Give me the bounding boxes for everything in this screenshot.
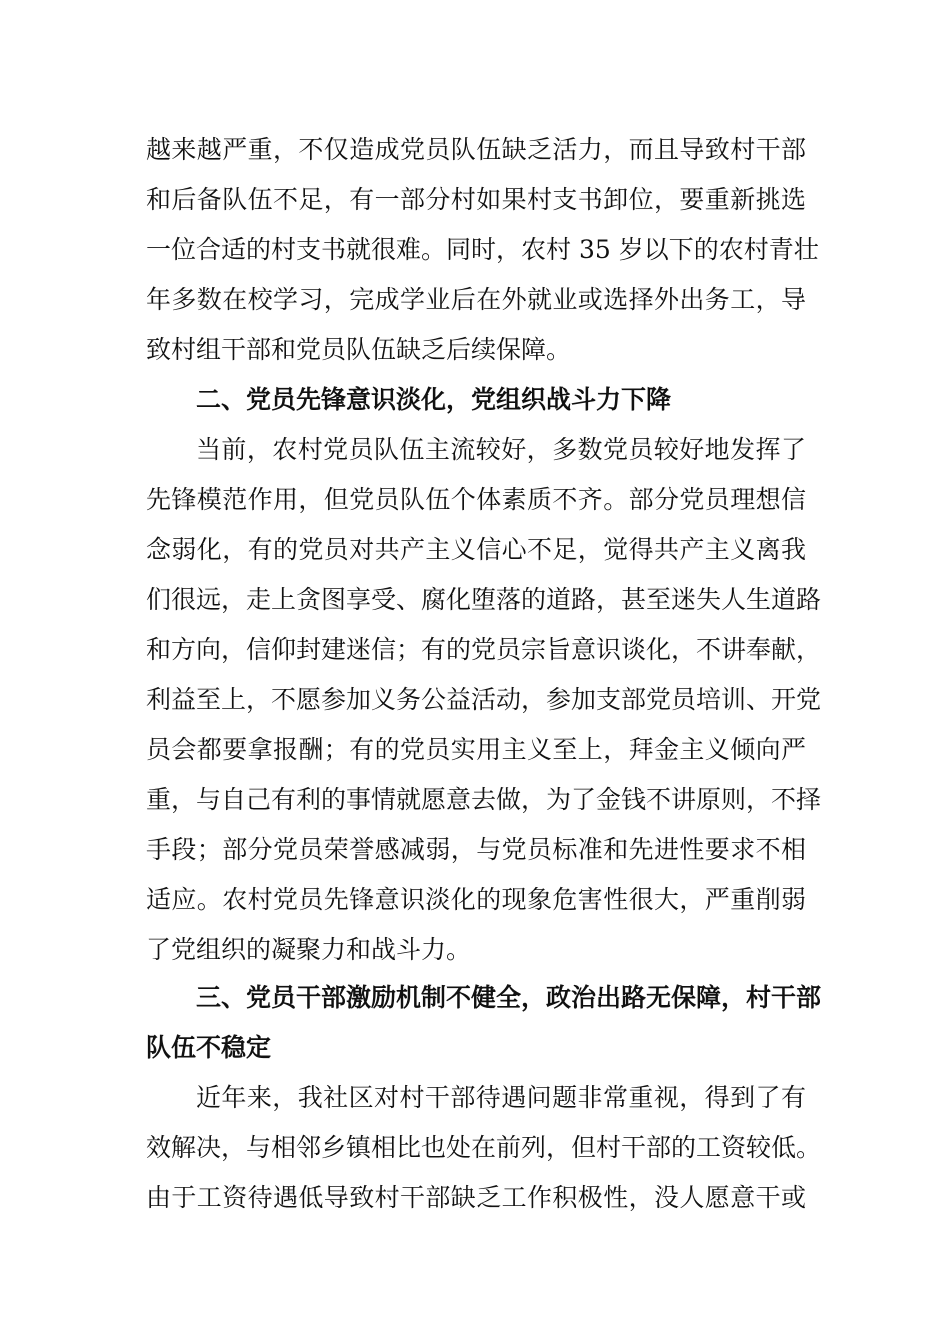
body-text-line: 效解决，与相邻乡镇相比也处在前列，但村干部的工资较低。 xyxy=(146,1133,822,1162)
body-text-line: 越来越严重，不仅造成党员队伍缺乏活力，而且导致村干部 xyxy=(146,135,806,164)
body-text-line: 先锋模范作用，但党员队伍个体素质不齐。部分党员理想信 xyxy=(146,485,806,514)
body-text-line: 们很远，走上贪图享受、腐化堕落的道路，甚至迷失人生道路 xyxy=(146,585,822,614)
body-text-line: 了党组织的凝聚力和战斗力。 xyxy=(146,935,472,964)
section-heading: 二、党员先锋意识淡化，党组织战斗力下降 xyxy=(196,385,672,414)
body-text-line: 年多数在校学习，完成学业后在外就业或选择外出务工，导 xyxy=(146,285,806,314)
body-text-line: 当前，农村党员队伍主流较好，多数党员较好地发挥了 xyxy=(196,435,806,464)
body-text-line: 一位合适的村支书就很难。同时，农村 35 岁以下的农村青壮 xyxy=(146,235,819,264)
body-text-line: 利益至上，不愿参加义务公益活动，参加支部党员培训、开党 xyxy=(146,685,822,714)
body-text-line: 手段；部分党员荣誉感减弱，与党员标准和先进性要求不相 xyxy=(146,835,806,864)
body-text-line: 由于工资待遇低导致村干部缺乏工作积极性，没人愿意干或 xyxy=(146,1183,806,1212)
body-text-line: 和方向，信仰封建迷信；有的党员宗旨意识谈化，不讲奉献， xyxy=(146,635,822,664)
body-text-line: 和后备队伍不足，有一部分村如果村支书卸位，要重新挑选 xyxy=(146,185,806,214)
body-text-line: 员会都要拿报酬；有的党员实用主义至上，拜金主义倾向严 xyxy=(146,735,806,764)
body-text-line: 重，与自己有利的事情就愿意去做，为了金钱不讲原则，不择 xyxy=(146,785,822,814)
body-text-line: 致村组干部和党员队伍缺乏后续保障。 xyxy=(146,335,572,364)
body-text-line: 近年来，我社区对村干部待遇问题非常重视，得到了有 xyxy=(196,1083,806,1112)
body-text-line: 适应。农村党员先锋意识淡化的现象危害性很大，严重削弱 xyxy=(146,885,806,914)
body-text-line: 念弱化，有的党员对共产主义信心不足，觉得共产主义离我 xyxy=(146,535,806,564)
section-heading-continuation: 队伍不稳定 xyxy=(146,1033,272,1062)
section-heading: 三、党员干部激励机制不健全，政治出路无保障，村干部 xyxy=(196,983,822,1012)
